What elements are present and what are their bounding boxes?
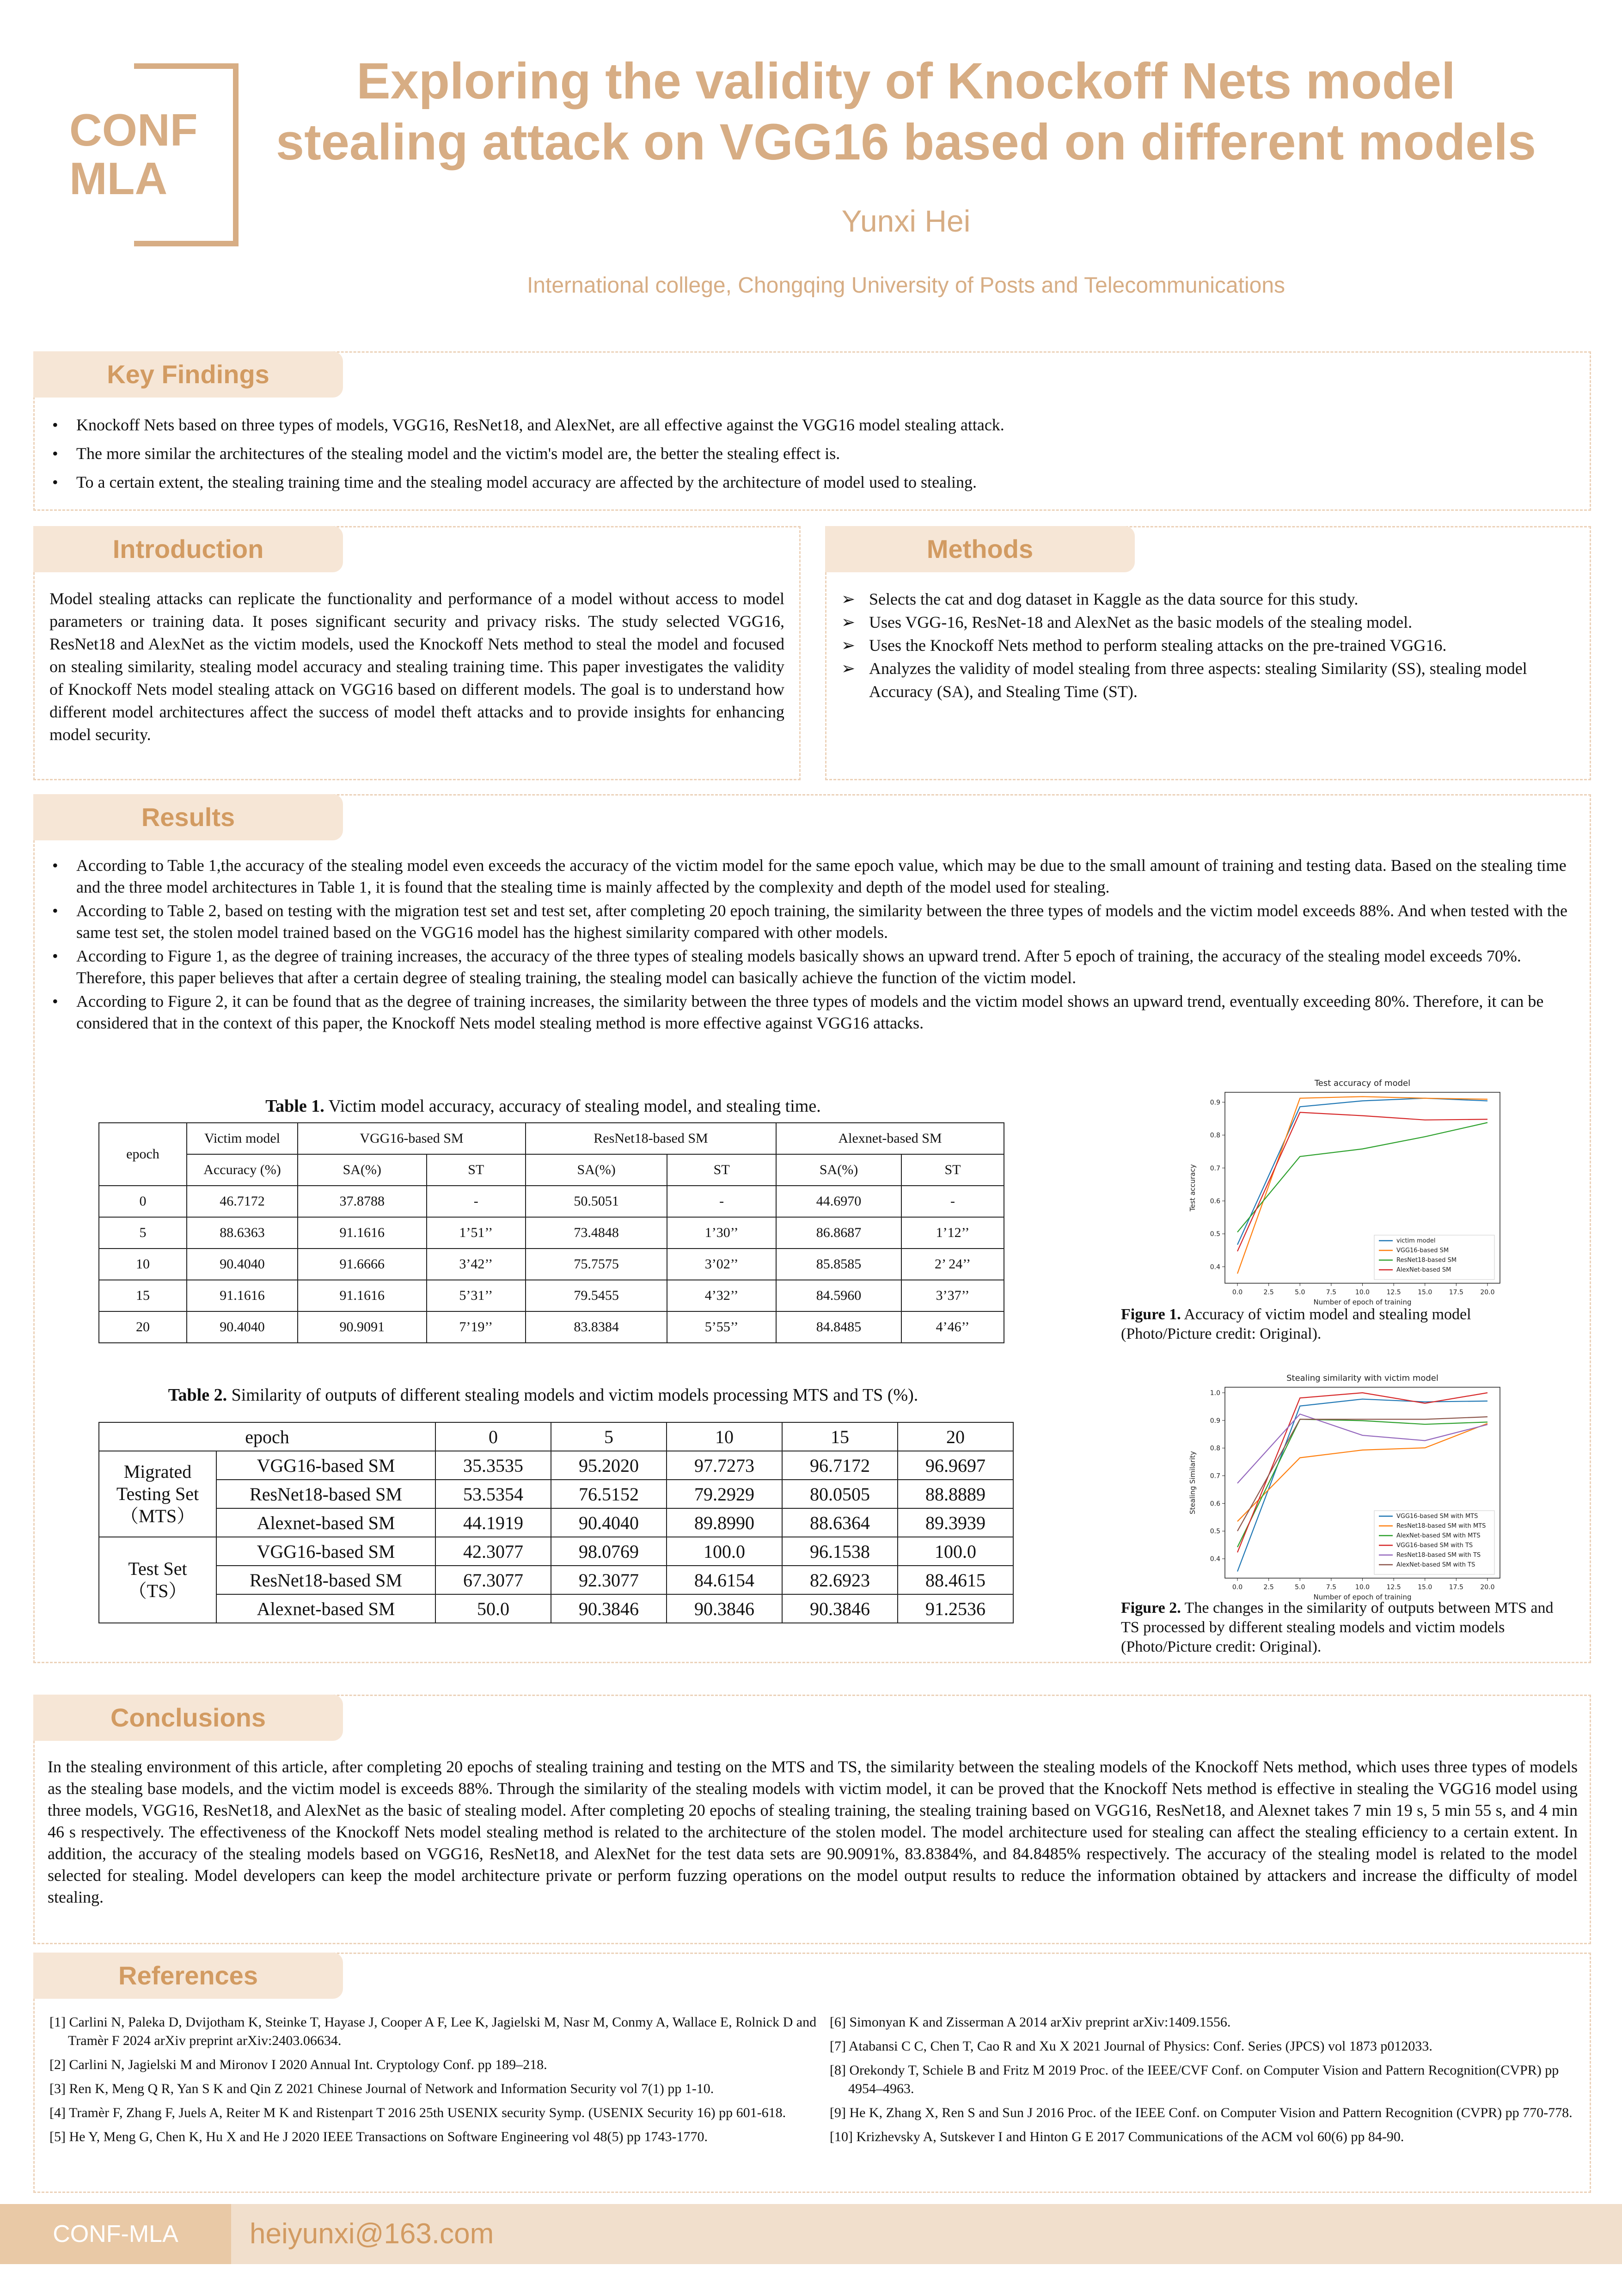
reference-item: [4] Tramèr F, Zhang F, Juels A, Reiter M K and Ristenpart T 2016 25th USENIX security Symp. (USENIX Security 16) pp 601-618.	[49, 2105, 786, 2120]
group-label-line: （TS）	[128, 1580, 187, 1601]
title-line-1: Exploring the validity of Knockoff Nets model	[356, 53, 1456, 110]
table-cell: 80.0505	[782, 1480, 898, 1508]
table-cell: 90.9091	[298, 1311, 427, 1343]
table1-header-epoch: epoch	[99, 1123, 187, 1186]
table1-caption	[81, 1096, 1005, 1116]
legend-label: AlexNet-based SM with TS	[1396, 1561, 1475, 1568]
y-tick-label: 0.7	[1210, 1164, 1220, 1172]
figure2-caption-label: Figure 2.	[1121, 1599, 1181, 1616]
table-cell: 5’55’’	[667, 1311, 776, 1343]
x-tick-label: 5.0	[1295, 1584, 1305, 1591]
table-cell: 50.0	[435, 1594, 551, 1623]
y-tick-label: 0.7	[1210, 1472, 1220, 1480]
table-cell: -	[667, 1186, 776, 1217]
reference-item: [9] He K, Zhang X, Ren S and Sun J 2016 Proc. of the IEEE Conf. on Computer Vision and Pattern Recognition (CVPR) pp 770-778.	[830, 2105, 1573, 2120]
x-tick-label: 0.0	[1232, 1584, 1243, 1591]
table-cell: 91.1616	[187, 1280, 298, 1311]
table-cell: 88.8889	[898, 1480, 1013, 1508]
table-cell: 5	[99, 1217, 187, 1249]
table-cell: 91.1616	[298, 1280, 427, 1311]
table-cell: 85.8585	[776, 1249, 901, 1280]
table1-header-vgg: VGG16-based SM	[298, 1123, 526, 1154]
table1-subheader-st: ST	[901, 1154, 1004, 1186]
title-line-2: stealing attack on VGG16 based on different models	[275, 114, 1536, 171]
legend-label: ResNet18-based SM with TS	[1396, 1552, 1481, 1559]
legend-label: ResNet18-based SM with MTS	[1396, 1523, 1486, 1530]
table-cell: 67.3077	[435, 1566, 551, 1594]
table-cell: ResNet18-based SM	[216, 1480, 435, 1508]
table-row	[99, 1508, 1013, 1537]
result-item: • According to Table 2, based on testing with the migration test set and test set, after completing 20 epoch training, the similarity between the three types of models and the victim model exceeds 88%. And when tested with the same test set, the stolen model trained based on the VGG16 model has the highest similarity compared with other models.	[49, 900, 1569, 943]
y-tick-label: 0.4	[1210, 1555, 1220, 1563]
table1-header-victim: Victim model	[187, 1123, 298, 1154]
figure2-similarity-chart	[1181, 1368, 1523, 1620]
figure1-accuracy-chart	[1181, 1073, 1523, 1325]
legend-label: victim model	[1396, 1237, 1436, 1244]
references-heading: References	[33, 1953, 343, 1999]
table-cell: 50.5051	[526, 1186, 667, 1217]
table-row	[99, 1280, 1004, 1311]
affiliation: International college, Chongqing University of Posts and Telecommunications	[526, 273, 1285, 298]
x-tick-label: 2.5	[1263, 1289, 1274, 1296]
table-cell: 97.7273	[667, 1451, 782, 1480]
table2-header-epoch-value: 20	[898, 1422, 1013, 1451]
table1-caption-text: Victim model accuracy, accuracy of stealing model, and stealing time.	[324, 1096, 821, 1116]
introduction-heading: Introduction	[33, 526, 343, 572]
group-label-line: Testing Set	[116, 1483, 199, 1504]
table-cell: 90.4040	[551, 1508, 667, 1537]
table-cell: 90.4040	[187, 1311, 298, 1343]
table2-header-epoch-value: 10	[667, 1422, 782, 1451]
table-cell: 84.5960	[776, 1280, 901, 1311]
table-row	[99, 1566, 1013, 1594]
y-tick-label: 0.8	[1210, 1445, 1220, 1452]
footer-email: heiyunxi@163.com	[250, 2218, 494, 2250]
table-cell: 91.2536	[898, 1594, 1013, 1623]
table-cell: 53.5354	[435, 1480, 551, 1508]
figure1-caption	[1121, 1305, 1565, 1344]
table2-caption	[81, 1385, 1005, 1405]
table-cell: 84.8485	[776, 1311, 901, 1343]
key-findings-heading: Key Findings	[33, 351, 343, 398]
references-panel	[33, 1953, 1591, 2193]
series-line	[1237, 1112, 1487, 1251]
reference-item: [10] Krizhevsky A, Sutskever I and Hinton G E 2017 Communications of the ACM vol 60(6) pp 84-90.	[830, 2129, 1404, 2144]
methods-list	[841, 588, 1572, 703]
table-cell: 84.6154	[667, 1566, 782, 1594]
x-tick-label: 10.0	[1355, 1289, 1370, 1296]
table1-subheader-sa: SA(%)	[298, 1154, 427, 1186]
table-cell: VGG16-based SM	[216, 1537, 435, 1566]
y-tick-label: 0.9	[1210, 1099, 1220, 1107]
table1-subheader-sa: SA(%)	[776, 1154, 901, 1186]
key-findings-panel	[33, 351, 1591, 511]
reference-item: [2] Carlini N, Jagielski M and Mironov I 2020 Annual Int. Cryptology Conf. pp 189–218.	[49, 2057, 547, 2072]
figure1-caption-text: Accuracy of victim model and stealing model (Photo/Picture credit: Original).	[1121, 1306, 1471, 1342]
reference-item: [8] Orekondy T, Schiele B and Fritz M 2019 Proc. of the IEEE/CVF Conf. on Computer Vision and Pattern Recognition(CVPR) pp 4954–4963.	[830, 2063, 1559, 2096]
methods-heading: Methods	[825, 526, 1135, 572]
figure2-caption	[1121, 1598, 1565, 1657]
introduction-panel	[33, 526, 801, 780]
x-axis-label: Number of epoch of training	[1313, 1298, 1412, 1306]
table-cell: 88.6363	[187, 1217, 298, 1249]
table-cell: 73.4848	[526, 1217, 667, 1249]
y-tick-label: 0.5	[1210, 1231, 1220, 1238]
table-cell: ResNet18-based SM	[216, 1566, 435, 1594]
conclusions-heading: Conclusions	[33, 1695, 343, 1741]
table-cell: 76.5152	[551, 1480, 667, 1508]
key-finding-item: • The more similar the architectures of the stealing model and the victim's model are, the better the stealing effect is.	[49, 439, 1565, 468]
legend-label: AlexNet-based SM with MTS	[1396, 1532, 1481, 1539]
table2-caption-label: Table 2.	[168, 1385, 227, 1405]
table-cell: 82.6923	[782, 1566, 898, 1594]
table-cell: 37.8788	[298, 1186, 427, 1217]
table2-group-mts	[99, 1451, 216, 1537]
results-panel	[33, 794, 1591, 1663]
y-axis-label: Stealing Similarity	[1188, 1451, 1197, 1514]
references-left	[49, 2013, 835, 2152]
result-item: • According to Figure 2, it can be found that as the degree of training increases, the similarity between the three types of models and the victim model shows an upward trend, eventually exceeding 80%. Therefore, it can be considered that in the context of this paper, the Knockoff Nets model stealing method is more effective against VGG16 attacks.	[49, 991, 1569, 1034]
table-cell: 91.1616	[298, 1217, 427, 1249]
y-tick-label: 0.5	[1210, 1528, 1220, 1536]
table-cell: 96.1538	[782, 1537, 898, 1566]
key-finding-item: • Knockoff Nets based on three types of models, VGG16, ResNet18, and AlexNet, are all effective against the VGG16 model stealing attack.	[49, 410, 1565, 439]
y-tick-label: 0.9	[1210, 1417, 1220, 1425]
table-cell: 2’ 24’’	[901, 1249, 1004, 1280]
table-cell: 86.8687	[776, 1217, 901, 1249]
result-item: • According to Figure 1, as the degree of training increases, the accuracy of the three types of stealing models basically shows an upward trend. After 5 epoch of training, the accuracy of the stealing model exceeds 70%. Therefore, this paper believes that after a certain degree of stealing training, the stealing model can basically achieve the function of the victim model.	[49, 945, 1569, 989]
series-line	[1237, 1123, 1487, 1232]
result-item: • According to Table 1,the accuracy of the stealing model even exceeds the accuracy of the victim model for the same epoch value, which may be due to the small amount of training and testing data. Based on the stealing time and the three model architectures in Table 1, it is found that the stealing time is mainly affected by the complexity and depth of the model used for stealing.	[49, 855, 1569, 898]
reference-item: [3] Ren K, Meng Q R, Yan S K and Qin Z 2021 Chinese Journal of Network and Information Security vol 7(1) pp 1-10.	[49, 2081, 714, 2096]
y-tick-label: 0.4	[1210, 1263, 1220, 1271]
x-tick-label: 20.0	[1480, 1289, 1495, 1296]
table2-header-epoch-value: 5	[551, 1422, 667, 1451]
y-axis-label: Test accuracy	[1188, 1164, 1197, 1212]
method-item: ➢ Selects the cat and dog dataset in Kaggle as the data source for this study.	[841, 588, 1572, 611]
table-cell: 100.0	[667, 1537, 782, 1566]
x-axis-label: Number of epoch of training	[1313, 1593, 1412, 1601]
table-cell: 1’12’’	[901, 1217, 1004, 1249]
group-label-line: Migrated	[123, 1461, 192, 1482]
footer-brand: CONF-MLA	[0, 2204, 231, 2264]
table-cell: 46.7172	[187, 1186, 298, 1217]
x-tick-label: 10.0	[1355, 1584, 1370, 1591]
table2-header-epoch-value: 15	[782, 1422, 898, 1451]
table-cell: 4’46’’	[901, 1311, 1004, 1343]
table-cell: 44.1919	[435, 1508, 551, 1537]
table-cell: 88.6364	[782, 1508, 898, 1537]
table-cell: 96.7172	[782, 1451, 898, 1480]
reference-item: [5] He Y, Meng G, Chen K, Hu X and He J 2020 IEEE Transactions on Software Engineering vol 48(5) pp 1743-1770.	[49, 2129, 708, 2144]
y-tick-label: 1.0	[1210, 1389, 1220, 1397]
table-cell: 1’51’’	[427, 1217, 526, 1249]
poster-title	[259, 51, 1553, 173]
reference-item: [6] Simonyan K and Zisserman A 2014 arXiv preprint arXiv:1409.1556.	[830, 2014, 1231, 2030]
y-tick-label: 0.8	[1210, 1132, 1220, 1139]
footer-bar	[0, 2204, 1622, 2264]
table-cell: 3’02’’	[667, 1249, 776, 1280]
table-cell: 42.3077	[435, 1537, 551, 1566]
x-tick-label: 15.0	[1418, 1584, 1432, 1591]
table-cell: 10	[99, 1249, 187, 1280]
table2	[98, 1422, 1014, 1623]
key-findings-list	[49, 410, 1565, 496]
y-tick-label: 0.6	[1210, 1197, 1220, 1205]
figure2-caption-text: The changes in the similarity of outputs between MTS and TS processed by different stealing models and victim models (Photo/Picture credit: Original).	[1121, 1599, 1554, 1655]
table-cell: 7’19’’	[427, 1311, 526, 1343]
table-row	[99, 1594, 1013, 1623]
table1	[98, 1122, 1004, 1343]
references-right	[830, 2013, 1579, 2152]
x-tick-label: 2.5	[1263, 1584, 1274, 1591]
table-cell: 5’31’’	[427, 1280, 526, 1311]
table-cell: 20	[99, 1311, 187, 1343]
figure1-caption-label: Figure 1.	[1121, 1306, 1181, 1323]
legend-label: ResNet18-based SM	[1396, 1257, 1457, 1264]
x-tick-label: 5.0	[1295, 1289, 1305, 1296]
legend-label: AlexNet-based SM	[1396, 1267, 1451, 1274]
x-tick-label: 17.5	[1449, 1289, 1463, 1296]
table-row	[99, 1186, 1004, 1217]
reference-item: [7] Atabansi C C, Chen T, Cao R and Xu X 2021 Journal of Physics: Conf. Series (JPCS) vol 1873 p012033.	[830, 2039, 1432, 2054]
logo-text-mla: MLA	[69, 153, 168, 204]
method-item: ➢ Uses VGG-16, ResNet-18 and AlexNet as the basic models of the stealing model.	[841, 611, 1572, 634]
table1-caption-label: Table 1.	[265, 1096, 324, 1116]
table-cell: Alexnet-based SM	[216, 1594, 435, 1623]
table-row	[99, 1217, 1004, 1249]
method-item: ➢ Uses the Knockoff Nets method to perform stealing attacks on the pre-trained VGG16.	[841, 634, 1572, 657]
results-heading: Results	[33, 794, 343, 840]
table-cell: 90.3846	[782, 1594, 898, 1623]
legend-label: VGG16-based SM	[1396, 1247, 1449, 1254]
table-row	[99, 1451, 1013, 1480]
table-cell: 0	[99, 1186, 187, 1217]
table-cell: 15	[99, 1280, 187, 1311]
table-cell: 1’30’’	[667, 1217, 776, 1249]
table-row	[99, 1311, 1004, 1343]
x-tick-label: 0.0	[1232, 1289, 1243, 1296]
table2-caption-text: Similarity of outputs of different stealing models and victim models processing MTS and TS (%).	[227, 1385, 918, 1405]
table-cell: 79.2929	[667, 1480, 782, 1508]
table1-subheader-accuracy: Accuracy (%)	[187, 1154, 298, 1186]
methods-panel	[825, 526, 1591, 780]
chart-title: Test accuracy of model	[1314, 1078, 1411, 1088]
chart-title: Stealing similarity with victim model	[1286, 1373, 1438, 1383]
x-tick-label: 12.5	[1386, 1584, 1401, 1591]
table1-header-resnet: ResNet18-based SM	[526, 1123, 776, 1154]
table-cell: 90.3846	[667, 1594, 782, 1623]
table1-subheader-st: ST	[427, 1154, 526, 1186]
table1-subheader-sa: SA(%)	[526, 1154, 667, 1186]
x-tick-label: 17.5	[1449, 1584, 1463, 1591]
table2-group-ts	[99, 1537, 216, 1623]
x-tick-label: 7.5	[1326, 1289, 1337, 1296]
author: Yunxi Hei	[841, 204, 971, 238]
table2-header-epoch-value: 0	[435, 1422, 551, 1451]
reference-item: [1] Carlini N, Paleka D, Dvijotham K, Steinke T, Hayase J, Cooper A F, Lee K, Jagielski M, Nasr M, Conmy A, Wallace E, Rolnick D and Tramèr F 2024 arXiv preprint arXiv:2403.06634.	[49, 2014, 817, 2048]
group-label-line: Test Set	[128, 1558, 187, 1579]
key-finding-item: • To a certain extent, the stealing training time and the stealing model accuracy are affected by the architecture of model used to stealing.	[49, 468, 1565, 496]
table-cell: 4’32’’	[667, 1280, 776, 1311]
table-row	[99, 1480, 1013, 1508]
table-cell: 83.8384	[526, 1311, 667, 1343]
table-cell: VGG16-based SM	[216, 1451, 435, 1480]
table1-subheader-st: ST	[667, 1154, 776, 1186]
table-cell: 90.4040	[187, 1249, 298, 1280]
group-label-line: （MTS）	[120, 1506, 196, 1526]
table-cell: 95.2020	[551, 1451, 667, 1480]
table-cell: -	[427, 1186, 526, 1217]
table-cell: 92.3077	[551, 1566, 667, 1594]
table-cell: -	[901, 1186, 1004, 1217]
x-tick-label: 15.0	[1418, 1289, 1432, 1296]
x-tick-label: 12.5	[1386, 1289, 1401, 1296]
table-cell: 44.6970	[776, 1186, 901, 1217]
table-row	[99, 1537, 1013, 1566]
x-tick-label: 20.0	[1480, 1584, 1495, 1591]
table-cell: 91.6666	[298, 1249, 427, 1280]
table-cell: 75.7575	[526, 1249, 667, 1280]
table-cell: 88.4615	[898, 1566, 1013, 1594]
table-cell: Alexnet-based SM	[216, 1508, 435, 1537]
conclusions-panel	[33, 1695, 1591, 1944]
introduction-text: Model stealing attacks can replicate the functionality and performance of a model without access to model parameters or training data. It poses significant security and privacy risks. The study selected VGG16, ResNet18 and AlexNet as the victim models, used the Knockoff Nets method to steal the model and focused on stealing similarity, stealing model accuracy and stealing training time. This paper investigates the validity of Knockoff Nets model stealing attack on VGG16 based on different models. The goal is to understand how different model architectures affect the success of model theft attacks and to provide insights for enhancing model security.	[49, 589, 784, 744]
table-cell: 89.8990	[667, 1508, 782, 1537]
y-tick-label: 0.6	[1210, 1500, 1220, 1508]
results-list	[49, 855, 1569, 1034]
logo-text-conf: CONF	[69, 104, 198, 155]
table-cell: 100.0	[898, 1537, 1013, 1566]
conclusions-text: In the stealing environment of this article, after completing 20 epochs of stealing training and testing on the MTS and TS, the similarity between the stealing models of the Knockoff Nets method, which uses three types of models as the stealing base models, and the victim model is exceeds 88%. Through the similarity of the stealing models with victim model, it can be proved that the Knockoff Nets method is effective in stealing the VGG16 model using three models, VGG16, ResNet18, and AlexNet as the basic of stealing model. After completing 20 epochs of stealing training, the stealing training based on VGG16, ResNet18, and Alexnet takes 7 min 19 s, 5 min 55 s, and 4 min 46 s respectively. The effectiveness of the Knockoff Nets model stealing method is related to the architecture of the stolen model. The model architecture used for stealing can affect the stealing efficiency to a certain extent. In addition, the accuracy of the stealing models based on VGG16, ResNet18, and AlexNet for the test data sets are 90.9091%, 83.8384%, and 84.8485% respectively. The accuracy of the stealing model is related to the model selected for stealing. Model developers can keep the model architecture private or perform fuzzing operations on the model output results to reduce the information obtained by attackers and increase the difficulty of model stealing.	[48, 1757, 1578, 1906]
table-cell: 89.3939	[898, 1508, 1013, 1537]
table-cell: 35.3535	[435, 1451, 551, 1480]
legend-label: VGG16-based SM with MTS	[1396, 1513, 1478, 1520]
table-cell: 98.0769	[551, 1537, 667, 1566]
table-cell: 3’42’’	[427, 1249, 526, 1280]
conf-mla-logo	[69, 62, 245, 247]
table-cell: 96.9697	[898, 1451, 1013, 1480]
legend-label: VGG16-based SM with TS	[1396, 1542, 1473, 1549]
table1-header-alexnet: Alexnet-based SM	[776, 1123, 1004, 1154]
method-item: ➢ Analyzes the validity of model stealing from three aspects: stealing Similarity (SS), stealing model Accuracy (SA), and Stealing Time (ST).	[841, 657, 1572, 703]
table-row	[99, 1249, 1004, 1280]
table-cell: 90.3846	[551, 1594, 667, 1623]
table-cell: 79.5455	[526, 1280, 667, 1311]
table2-header-epoch: epoch	[99, 1422, 435, 1451]
table-cell: 3’37’’	[901, 1280, 1004, 1311]
x-tick-label: 7.5	[1326, 1584, 1337, 1591]
